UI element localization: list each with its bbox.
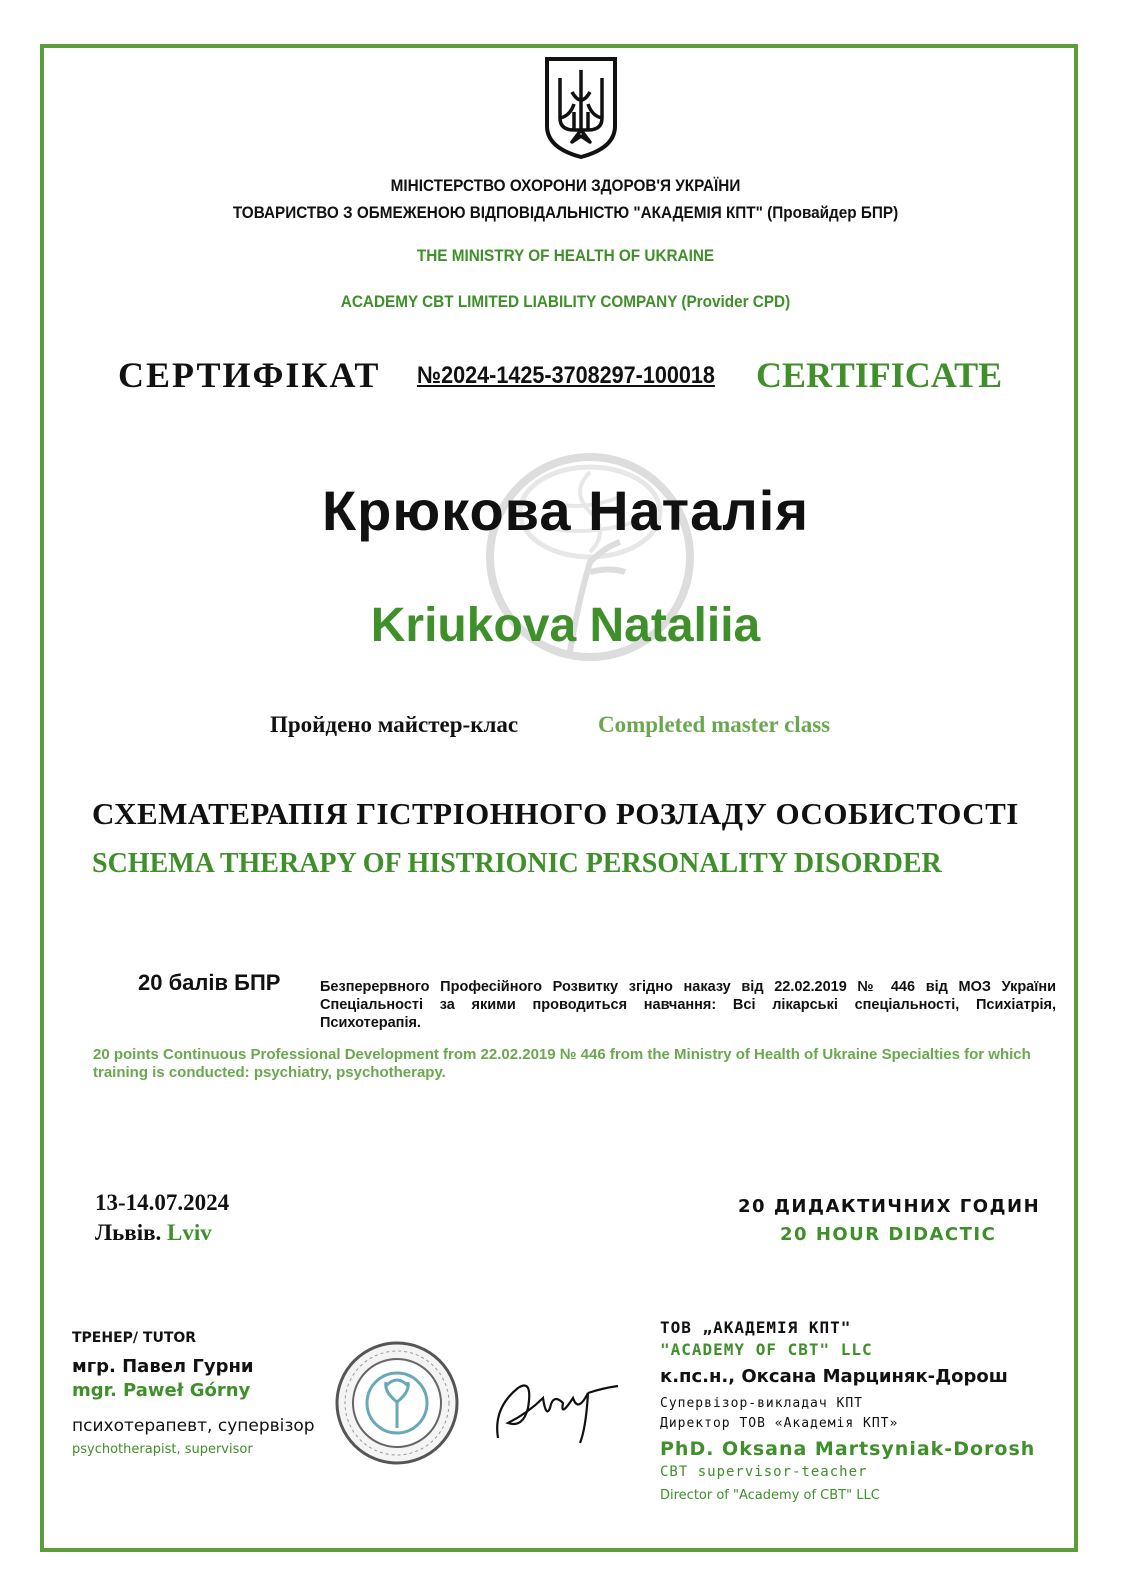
ministry-en: THE MINISTRY OF HEALTH OF UKRAINE [416,246,715,265]
director-org-ua: ТОВ „АКАДЕМІЯ КПТ" [660,1318,852,1337]
tutor-name-en: mgr. Paweł Górny [72,1380,251,1401]
event-city-ua: Львів. [95,1220,162,1245]
points-text-ua: Безперервного Професійного Розвитку згідно наказу від 22.02.2019 № 446 від МОЗ України Спеціальності за якими проводиться навчання: Всі лікарські спеціальності, Психіатрія, Психотерапія. [320,979,1056,1031]
director-position-ua: Директор ТОВ «Академія КПТ» [660,1416,899,1431]
director-supervisor-en: CBT supervisor-teacher [660,1464,868,1480]
points-label-ua: 20 балів БПР [138,970,281,995]
director-signature-icon [488,1368,628,1448]
certificate-number: №2024-1425-3708297-100018 [417,362,715,389]
tutor-role: ТРЕНЕР/ TUTOR [72,1330,197,1346]
completed-label-ua: Пройдено майстер-клас [270,712,519,737]
company-seal-icon [334,1340,460,1466]
hours-ua: 20 ДИДАКТИЧНИХ ГОДИН [738,1196,1041,1217]
tutor-position-ua: психотерапевт, супервізор [72,1416,315,1436]
director-name-ua: к.пс.н., Оксана Марциняк-Дорош [660,1366,1008,1387]
recipient-name-en: Kriukova Nataliia [370,599,761,652]
director-org-en: "ACADEMY OF CBT" LLC [660,1340,873,1359]
event-city-en: Lviv [167,1220,212,1245]
trident-coat-of-arms-icon [544,56,618,160]
company-en: ACADEMY CBT LIMITED LIABILITY COMPANY (Provider CPD) [340,292,791,311]
director-position-en: Director of "Academy of CBT" LLC [660,1488,880,1503]
director-name-en: PhD. Oksana Martsyniak-Dorosh [660,1438,1036,1460]
points-text-en: 20 points Continuous Professional Development from 22.02.2019 № 446 from the Ministry of Health of Ukraine Specialties for which training is conducted: psychiatry, psychotherapy. [93,1046,1031,1081]
event-city [95,1220,212,1246]
hours-en: 20 HOUR DIDACTIC [780,1224,997,1245]
ministry-ua: МІНІСТЕРСТВО ОХОРОНИ ЗДОРОВ'Я УКРАЇНИ [390,176,741,195]
certificate-title-ua: СЕРТИФІКАТ [118,355,381,395]
company-ua: ТОВАРИСТВО З ОБМЕЖЕНОЮ ВІДПОВІДАЛЬНІСТЮ "АКАДЕМІЯ КПТ" (Провайдер БПР) [232,203,899,222]
tutor-name-ua: мгр. Павел Гурни [72,1356,254,1377]
course-title-en: SCHEMA THERAPY OF HISTRIONIC PERSONALITY DISORDER [92,848,942,879]
certificate-title-row [0,352,1131,400]
event-date: 13-14.07.2024 [95,1190,230,1215]
recipient-name-ua: Крюкова Наталія [321,479,810,542]
course-title-ua: СХЕМАТЕРАПІЯ ГІСТРІОННОГО РОЗЛАДУ ОСОБИСТОСТІ [92,796,1019,831]
tutor-position-en: psychotherapist, supervisor [72,1442,253,1457]
certificate-title-en: CERTIFICATE [756,355,1003,395]
director-supervisor-ua: Супервізор-викладач КПТ [660,1396,864,1411]
completed-label-en: Completed master class [598,712,831,737]
